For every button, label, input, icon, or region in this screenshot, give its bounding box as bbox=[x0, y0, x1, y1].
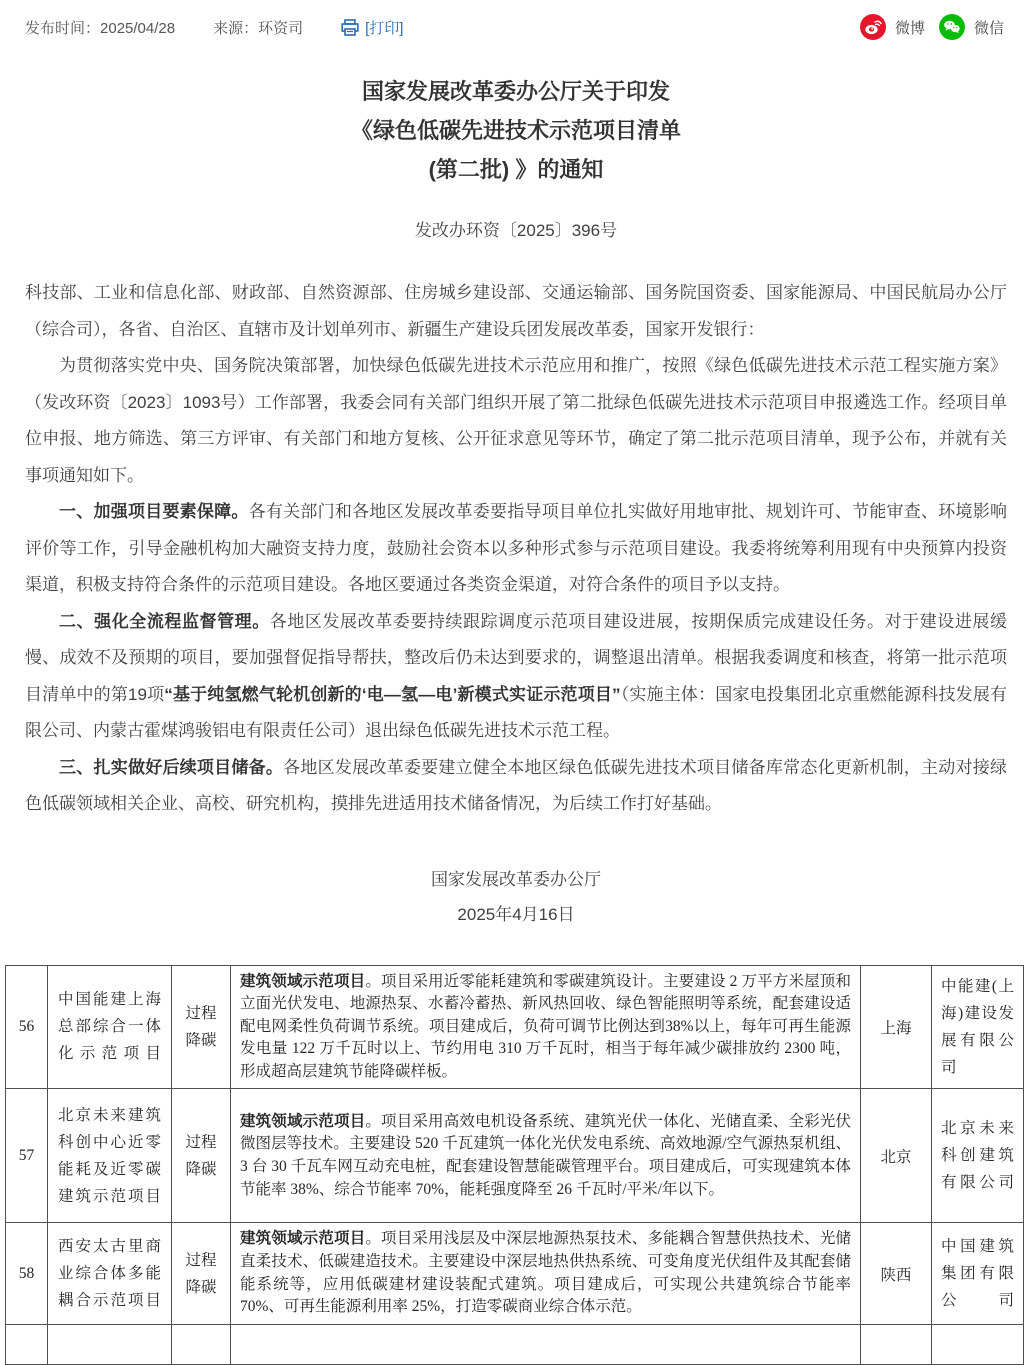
paragraph bbox=[25, 750, 1007, 823]
description-body: 。项目采用近零能耗建筑和零碳建筑设计。主要建设 2 万平方米屋顶和立面光伏发电、地源热泵、水蓄冷蓄热、新风热回收、绿色智能照明等系统，配套建设适配电网柔性负荷调节系统。项目建成后，负荷可调节比例达到38%以上，每年可再生能源发电量 122 万千瓦时以上、节约用电 310 万千瓦时，相当于每年减少碳排放约 2300 吨，形成超高层建筑节能降碳样板。 bbox=[240, 972, 851, 1080]
paragraph-bold-segment: 二、强化全流程监督管理。 bbox=[59, 611, 270, 631]
paragraph bbox=[25, 348, 1007, 494]
project-name-cell: 北京未来建筑科创中心近零能耗及近零碳建筑示范项目 bbox=[48, 1089, 172, 1223]
paragraph-bold-segment: 三、扎实做好后续项目储备。 bbox=[59, 757, 284, 777]
description-body: 。项目采用高效电机设备系统、建筑光伏一体化、光储直柔、全彩光伏微图层等技术。主要建设 520 千瓦建筑一体化光伏发电系统、高效地源/空气源热泵机组、3 台 30 千瓦车网互动充电桩，配套建设智慧能碳管理平台。项目建成后，可实现建筑本体节能率 38%、综合节能率 70%，能耗强度降至 26 千瓦时/平米/年以下。 bbox=[240, 1112, 851, 1198]
share-buttons bbox=[860, 14, 1004, 40]
signature-block bbox=[25, 862, 1007, 932]
partial-cell bbox=[861, 1324, 932, 1364]
project-category-cell: 过程降碳 bbox=[172, 1089, 231, 1223]
source bbox=[213, 17, 303, 38]
publish-time-value: 2025/04/28 bbox=[100, 19, 176, 37]
wechat-label: 微信 bbox=[973, 19, 1004, 37]
partial-cell bbox=[932, 1324, 1024, 1364]
partial-cell bbox=[172, 1324, 231, 1364]
partial-next-row bbox=[6, 1324, 1024, 1364]
body-paragraphs bbox=[25, 348, 1007, 823]
partial-cell bbox=[48, 1324, 172, 1364]
project-description-cell bbox=[231, 1223, 861, 1324]
source-label: 来源： bbox=[213, 19, 259, 37]
wechat-icon bbox=[939, 14, 965, 40]
weibo-icon bbox=[860, 14, 886, 40]
project-category-cell: 过程降碳 bbox=[172, 1223, 231, 1324]
paragraph-segment: 各地区发展改革委要建立健全本地区绿色低碳先进技术项目储备库常态化更新机制，主动对接绿色低碳领域相关企业、高校、研究机构，摸排先进适用技术储备情况，为后续工作打好基础。 bbox=[25, 757, 1008, 813]
project-description-cell bbox=[231, 965, 861, 1089]
partial-cell bbox=[231, 1324, 861, 1364]
paragraph-bold-segment: 一、加强项目要素保障。 bbox=[59, 502, 249, 521]
meta-left bbox=[25, 17, 403, 38]
title-line-2: 《绿色低碳先进技术示范项目清单 bbox=[350, 118, 681, 143]
print-button[interactable] bbox=[341, 17, 403, 38]
project-company-cell: 中国建筑集团有限公司 bbox=[932, 1223, 1024, 1324]
projects-table bbox=[5, 965, 1024, 1365]
description-lead: 建筑领域示范项目 bbox=[240, 972, 366, 990]
source-value: 环资司 bbox=[258, 19, 304, 37]
paragraph bbox=[25, 604, 1007, 750]
signature-org: 国家发展改革委办公厅 bbox=[431, 869, 601, 889]
description-lead: 建筑领域示范项目 bbox=[240, 1230, 366, 1248]
project-row bbox=[6, 1223, 1024, 1324]
description-lead: 建筑领域示范项目 bbox=[240, 1112, 366, 1130]
project-row bbox=[6, 1089, 1024, 1223]
doc-number: 发改办环资〔2025〕396号 bbox=[414, 221, 618, 240]
paragraph-bold-segment: “基于纯氢燃气轮机创新的‘电—氢—电’新模式实证示范项目” bbox=[164, 684, 621, 704]
paragraph-segment: 各有关部门和各地区发展改革委要指导项目单位扎实做好用地审批、规划许可、节能审查、环境影响评价等工作，引导金融机构加大融资支持力度，鼓励社会资本以多种形式参与示范项目建设。我委将统筹利用现有中央预算内投资渠道，积极支持符合条件的示范项目建设。各地区要通过各类资金渠道，对符合条件的项目予以支持。 bbox=[25, 502, 1008, 594]
publish-time bbox=[25, 17, 175, 38]
paragraph-segment: （实施主体：国家电投集团北京重燃能源科技发展有限公司、内蒙古霍煤鸿骏铝电有限责任公司）退出绿色低碳先进技术示范工程。 bbox=[25, 684, 1007, 740]
project-region-cell: 北京 bbox=[861, 1089, 932, 1223]
meta-bar bbox=[0, 0, 1032, 46]
project-company-cell: 北京未来科创建筑有限公司 bbox=[932, 1089, 1024, 1223]
salutation: 科技部、工业和信息化部、财政部、自然资源部、住房城乡建设部、交通运输部、国务院国资委、国家能源局、中国民航局办公厅（综合司），各省、自治区、直辖市及计划单列市、新疆生产建设兵团发展改革委，国家开发银行： bbox=[25, 283, 1007, 339]
paragraph bbox=[25, 494, 1007, 604]
share-wechat-button[interactable] bbox=[939, 14, 1004, 40]
printer-icon bbox=[341, 19, 359, 36]
share-weibo-button[interactable] bbox=[860, 14, 925, 40]
publish-time-label: 发布时间： bbox=[25, 19, 101, 37]
project-region-cell: 陕西 bbox=[861, 1223, 932, 1324]
projects-table-body bbox=[6, 965, 1024, 1364]
body-text bbox=[25, 275, 1007, 823]
title-line-1: 国家发展改革委办公厅关于印发 bbox=[361, 79, 670, 104]
project-name-cell: 西安太古里商业综合体多能耦合示范项目 bbox=[48, 1223, 172, 1324]
page-title bbox=[25, 72, 1007, 189]
project-number-cell: 56 bbox=[6, 965, 48, 1089]
project-row bbox=[6, 965, 1024, 1089]
project-number-cell: 58 bbox=[6, 1223, 48, 1324]
weibo-label: 微博 bbox=[894, 19, 925, 37]
title-line-3: (第二批) 》的通知 bbox=[428, 157, 604, 182]
paragraph-segment: 为贯彻落实党中央、国务院决策部署，加快绿色低碳先进技术示范应用和推广，按照《绿色低碳先进技术示范工程实施方案》（发改环资〔2023〕1093号）工作部署，我委会同有关部门组织开展了第二批绿色低碳先进技术示范项目申报遴选工作。经项目单位申报、地方筛选、第三方评审、有关部门和地方复核、公开征求意见等环节，确定了第二批示范项目清单，现予公布，并就有关事项通知如下。 bbox=[25, 356, 1007, 485]
print-label: [打印] bbox=[365, 19, 404, 37]
paragraph-segment: 各地区发展改革委要持续跟踪调度示范项目建设进展，按期保质完成建设任务。对于建设进展缓慢、成效不及预期的项目，要加强督促指导帮扶，整改后仍未达到要求的，调整退出清单。根据我委调度和核查，将第一批示范项目清单中的第19项 bbox=[25, 611, 1008, 704]
description-body: 。项目采用浅层及中深层地源热泵技术、多能耦合智慧供热技术、光储直柔技术、低碳建造技术。主要建设中深层地热供热系统、可变角度光伏组件及其配套储能系统等，应用低碳建材建设装配式建筑。项目建成后，可实现公共建筑综合节能率 70%、可再生能源利用率 25%，打造零碳商业综合体示范。 bbox=[240, 1230, 851, 1316]
document bbox=[0, 72, 1032, 932]
projects-table-wrap bbox=[0, 965, 1032, 1365]
project-region-cell: 上海 bbox=[861, 965, 932, 1089]
project-description-cell bbox=[231, 1089, 861, 1223]
partial-cell bbox=[6, 1324, 48, 1364]
project-number-cell: 57 bbox=[6, 1089, 48, 1223]
project-name-cell: 中国能建上海总部综合一体化示范项目 bbox=[48, 965, 172, 1089]
project-company-cell: 中能建(上海)建设发展有限公司 bbox=[932, 965, 1024, 1089]
signature-date: 2025年4月16日 bbox=[457, 904, 575, 924]
project-category-cell: 过程降碳 bbox=[172, 965, 231, 1089]
